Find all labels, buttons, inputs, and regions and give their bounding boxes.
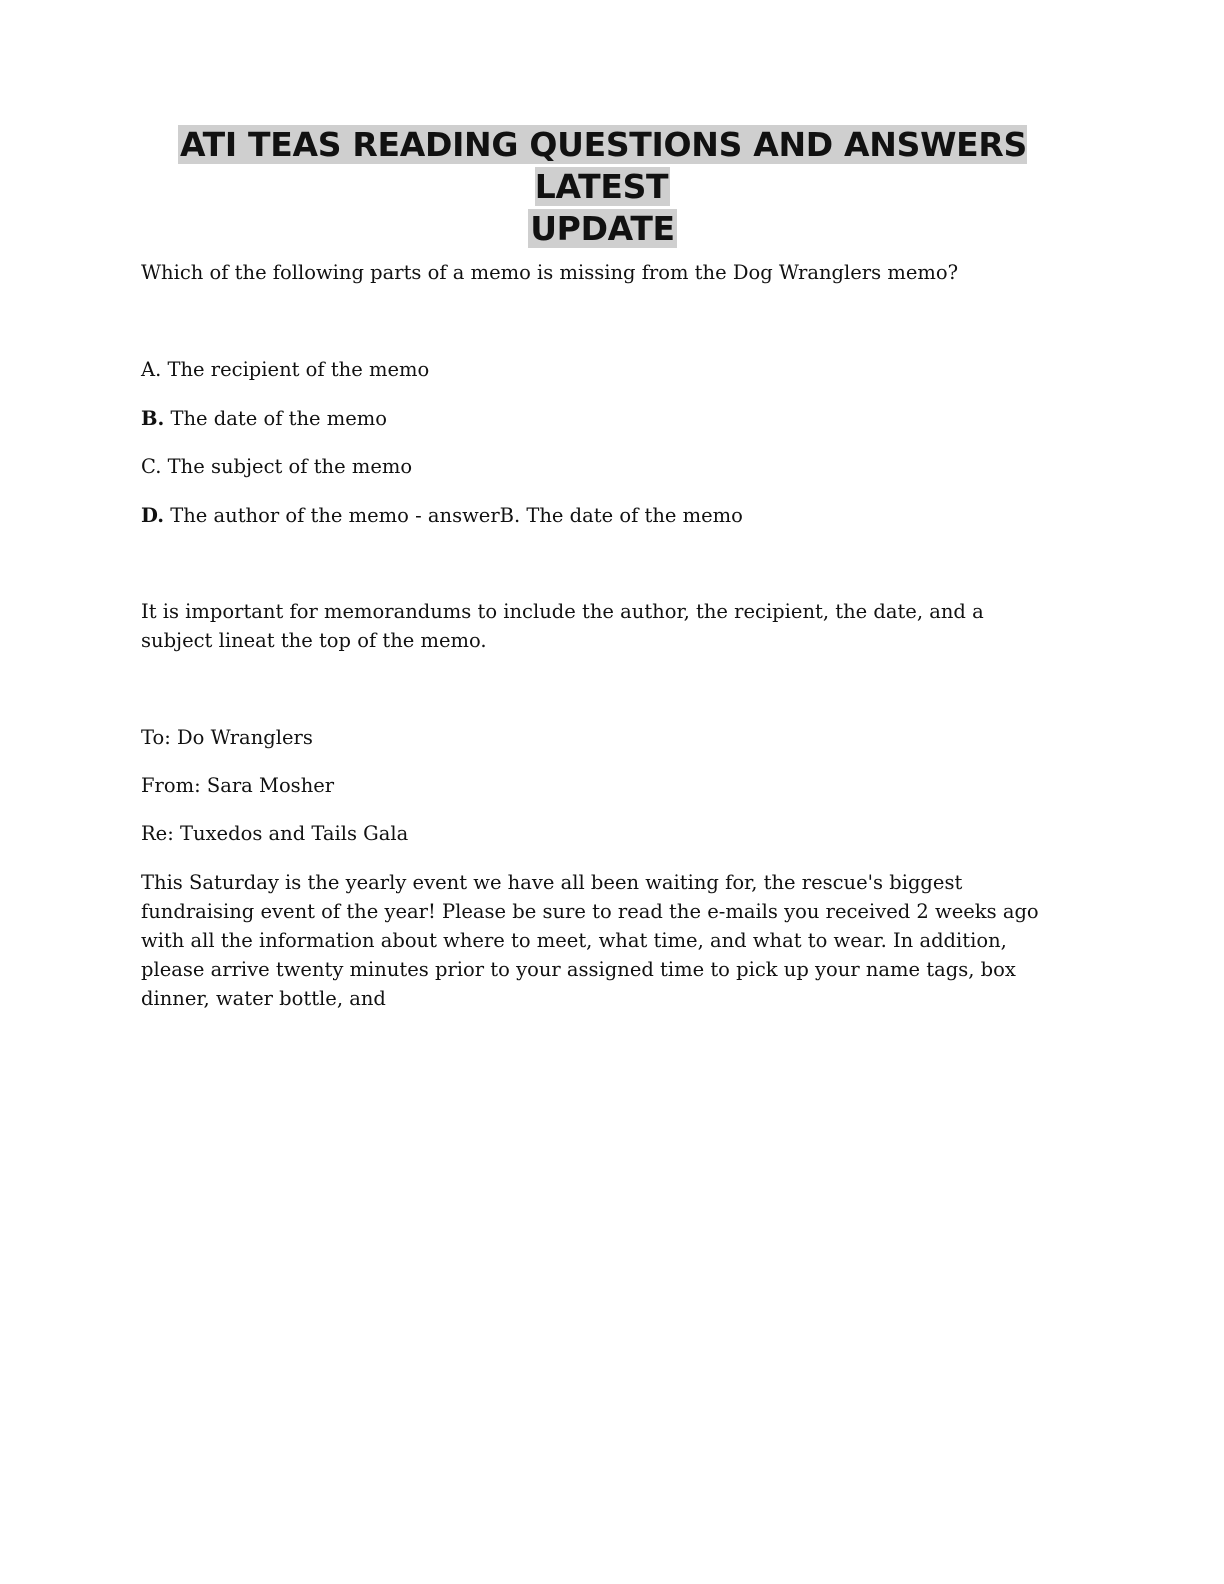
option-c-text: The subject of the memo	[167, 455, 413, 478]
memo-from: From: Sara Mosher	[141, 774, 335, 797]
option-c	[141, 452, 412, 481]
option-a-text: The recipient of the memo	[167, 358, 430, 381]
question-text: Which of the following parts of a memo is missing from the Dog Wranglers memo?	[141, 261, 959, 284]
option-b	[141, 404, 387, 433]
option-d	[141, 501, 743, 530]
option-d-text: The author of the memo - answerB. The date of the memo	[170, 504, 743, 527]
option-a	[141, 355, 429, 384]
option-c-letter: C.	[141, 455, 162, 478]
explanation-text: It is important for memorandums to include the author, the recipient, the date, and a subject lineat the top of the memo.	[141, 600, 984, 652]
document-title	[140, 124, 1065, 250]
option-a-letter: A.	[141, 358, 162, 381]
option-b-letter: B.	[141, 407, 165, 430]
memo-to: To: Do Wranglers	[141, 726, 313, 749]
option-d-letter: D.	[141, 504, 165, 527]
option-b-text: The date of the memo	[170, 407, 388, 430]
title-line-2: UPDATE	[530, 209, 675, 248]
memo-body: This Saturday is the yearly event we have all been waiting for, the rescue's biggest fundraising event of the year! Please be sure to read the e-mails you received 2 weeks ago with all the information about where to meet, what time, and what to wear. In addition, please arrive twenty minutes prior to your assigned time to pick up your name tags, box dinner, water bottle, and	[141, 871, 1039, 1010]
title-line-1: ATI TEAS READING QUESTIONS AND ANSWERS LATEST	[179, 125, 1028, 206]
memo-re: Re: Tuxedos and Tails Gala	[141, 822, 409, 845]
